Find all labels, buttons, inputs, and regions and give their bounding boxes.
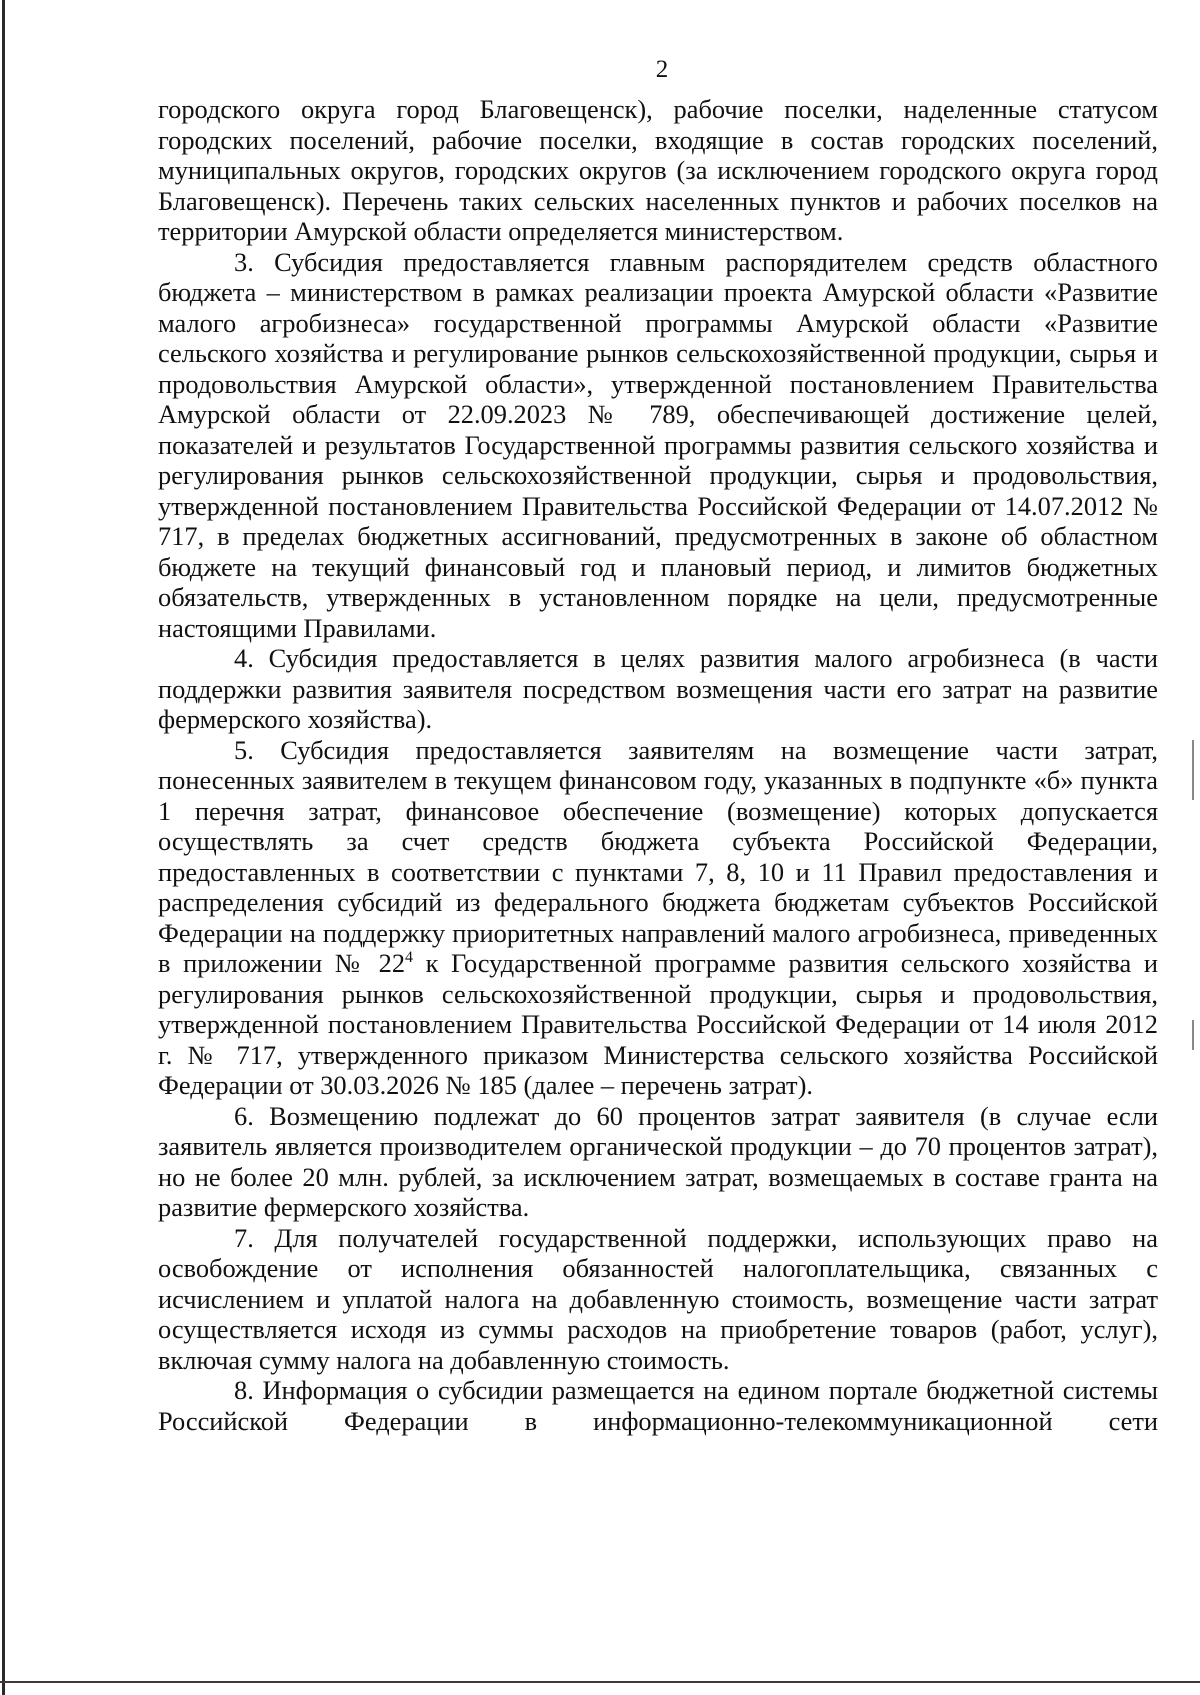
paragraph-continuation: городского округа город Благовещенск), рабочие поселки, наделенные статусом городских поселений, рабочие поселки, входящие в состав городских поселений, муниципальных округов, городских округов (за исключением городского округа город Благовещенск). Перечень таких сельских населенных пунктов и рабочих поселков на территории Амурской области определяется министерством. (158, 94, 1158, 246)
document-body (158, 94, 1158, 1436)
paragraph-3: 3. Субсидия предоставляется главным распорядителем средств областного бюджета – министерством в рамках реализации проекта Амурской области «Развитие малого агробизнеса» государственной программы Амурской области «Развитие сельского хозяйства и регулирование рынков сельскохозяйственной продукции, сырья и продовольствия Амурской области», утвержденной постановлением Правительства Амурской области от 22.09.2023 № 789, обеспечивающей достижение целей, показателей и результатов Государственной программы развития сельского хозяйства и регулирования рынков сельскохозяйственной продукции, сырья и продовольствия, утвержденной постановлением Правительства Российской Федерации от 14.07.2012 № 717, в пределах бюджетных ассигнований, предусмотренных в законе об областном бюджете на текущий финансовый год и плановый период, и лимитов бюджетных обязательств, утвержденных в установленном порядке на цели, предусмотренные настоящими Правилами. (158, 246, 1158, 643)
scan-left-edge (2, 0, 5, 1695)
paragraph-5-text-a: 5. Субсидия предоставляется заявителям на возмещение части затрат, понесенных заявителем в текущем финансовом году, указанных в подпункте «б» пункта 1 перечня затрат, финансовое обеспечение (возмещение) которых допускается осуществлять за счет средств бюджета субъекта Российской Федерации, предоставленных в соответствии с пунктами 7, 8, 10 и 11 Правил предоставления и распределения субсидий из федерального бюджета бюджетам субъектов Российской Федерации на поддержку приоритетных направлений малого агробизнеса, приведенных в приложении № 22 (158, 734, 1158, 978)
scan-artifact (1192, 740, 1194, 800)
paragraph-4: 4. Субсидия предоставляется в целях развития малого агробизнеса (в части поддержки развития заявителя посредством возмещения части его затрат на развитие фермерского хозяйства). (158, 643, 1158, 734)
paragraph-8: 8. Информация о субсидии размещается на едином портале бюджетной системы Российской Федерации в информационно-телекоммуникационной сети (158, 1375, 1158, 1436)
paragraph-5 (158, 735, 1158, 1101)
page-number: 2 (655, 56, 669, 83)
paragraph-7: 7. Для получателей государственной поддержки, использующих право на освобождение от исполнения обязанностей налогоплательщика, связанных с исчислением и уплатой налога на добавленную стоимость, возмещение части затрат осуществляется исходя из суммы расходов на приобретение товаров (работ, услуг), включая сумму налога на добавленную стоимость. (158, 1222, 1158, 1375)
paragraph-6: 6. Возмещению подлежат до 60 процентов затрат заявителя (в случае если заявитель является производителем органической продукции – до 70 процентов затрат), но не более 20 млн. рублей, за исключением затрат, возмещаемых в составе гранта на развитие фермерского хозяйства. (158, 1100, 1158, 1222)
paragraph-5-text-b: к Государственной программе развития сельского хозяйства и регулирования рынков сельскохозяйственной продукции, сырья и продовольствия, утвержденной постановлением Правительства Российской Федерации от 14 июля 2012 г. № 717, утвержденного приказом Министерства сельского хозяйства Российской Федерации от 30.03.2026 № 185 (далее – перечень затрат). (158, 948, 1158, 1100)
scan-artifact (1192, 1020, 1194, 1050)
paragraph-5-superscript: 4 (405, 949, 413, 967)
scan-bottom-edge (0, 1681, 1200, 1683)
